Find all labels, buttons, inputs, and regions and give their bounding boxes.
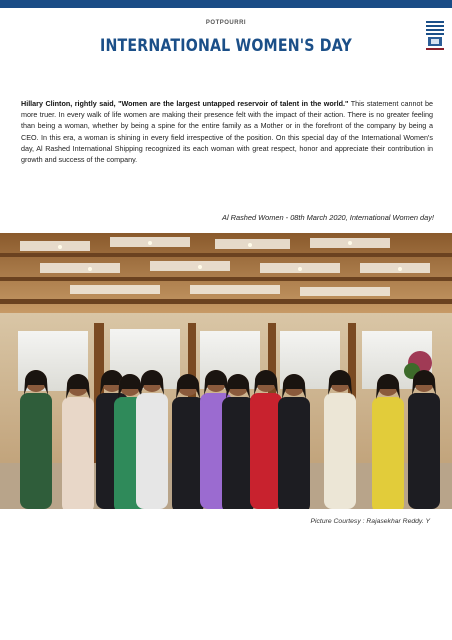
lead-quote: Hillary Clinton, rightly said, "Women are the largest untapped reservoir of talent in the world." [21, 99, 349, 108]
article-body [21, 98, 433, 165]
group-photo [0, 233, 452, 509]
person-figure [324, 393, 356, 509]
person-figure [172, 397, 204, 509]
company-logo [425, 19, 445, 52]
person-figure [372, 397, 404, 509]
person-figure [136, 393, 168, 509]
person-figure [408, 393, 440, 509]
person-figure [278, 397, 310, 509]
section-label: POTPOURRI [205, 20, 247, 26]
page-title: INTERNATIONAL WOMEN'S DAY [100, 36, 352, 55]
article-paragraph: This statement cannot be more truer. In every walk of life women are making their presence felt with the impact of their action. There is no greater feeling than being a woman, whether by being a spine for the entire family as a Mother or in the forefront of the company by being a CEO. In this era, a woman is shining in every field irrespective of the position. On this special day of the International Women's day, Al Rashed International Shipping recognized its each woman with great respect, honor and appreciate their contribution in growth and success of the company. [21, 99, 433, 165]
person-figure [62, 397, 94, 509]
person-figure [20, 393, 52, 509]
person-figure [222, 397, 254, 509]
photo-caption: Al Rashed Women - 08th March 2020, International Women day! [222, 213, 434, 222]
person-figure [250, 393, 282, 509]
top-bar [0, 0, 452, 8]
picture-credit: Picture Courtesy : Rajasekhar Reddy. Y [310, 518, 430, 525]
